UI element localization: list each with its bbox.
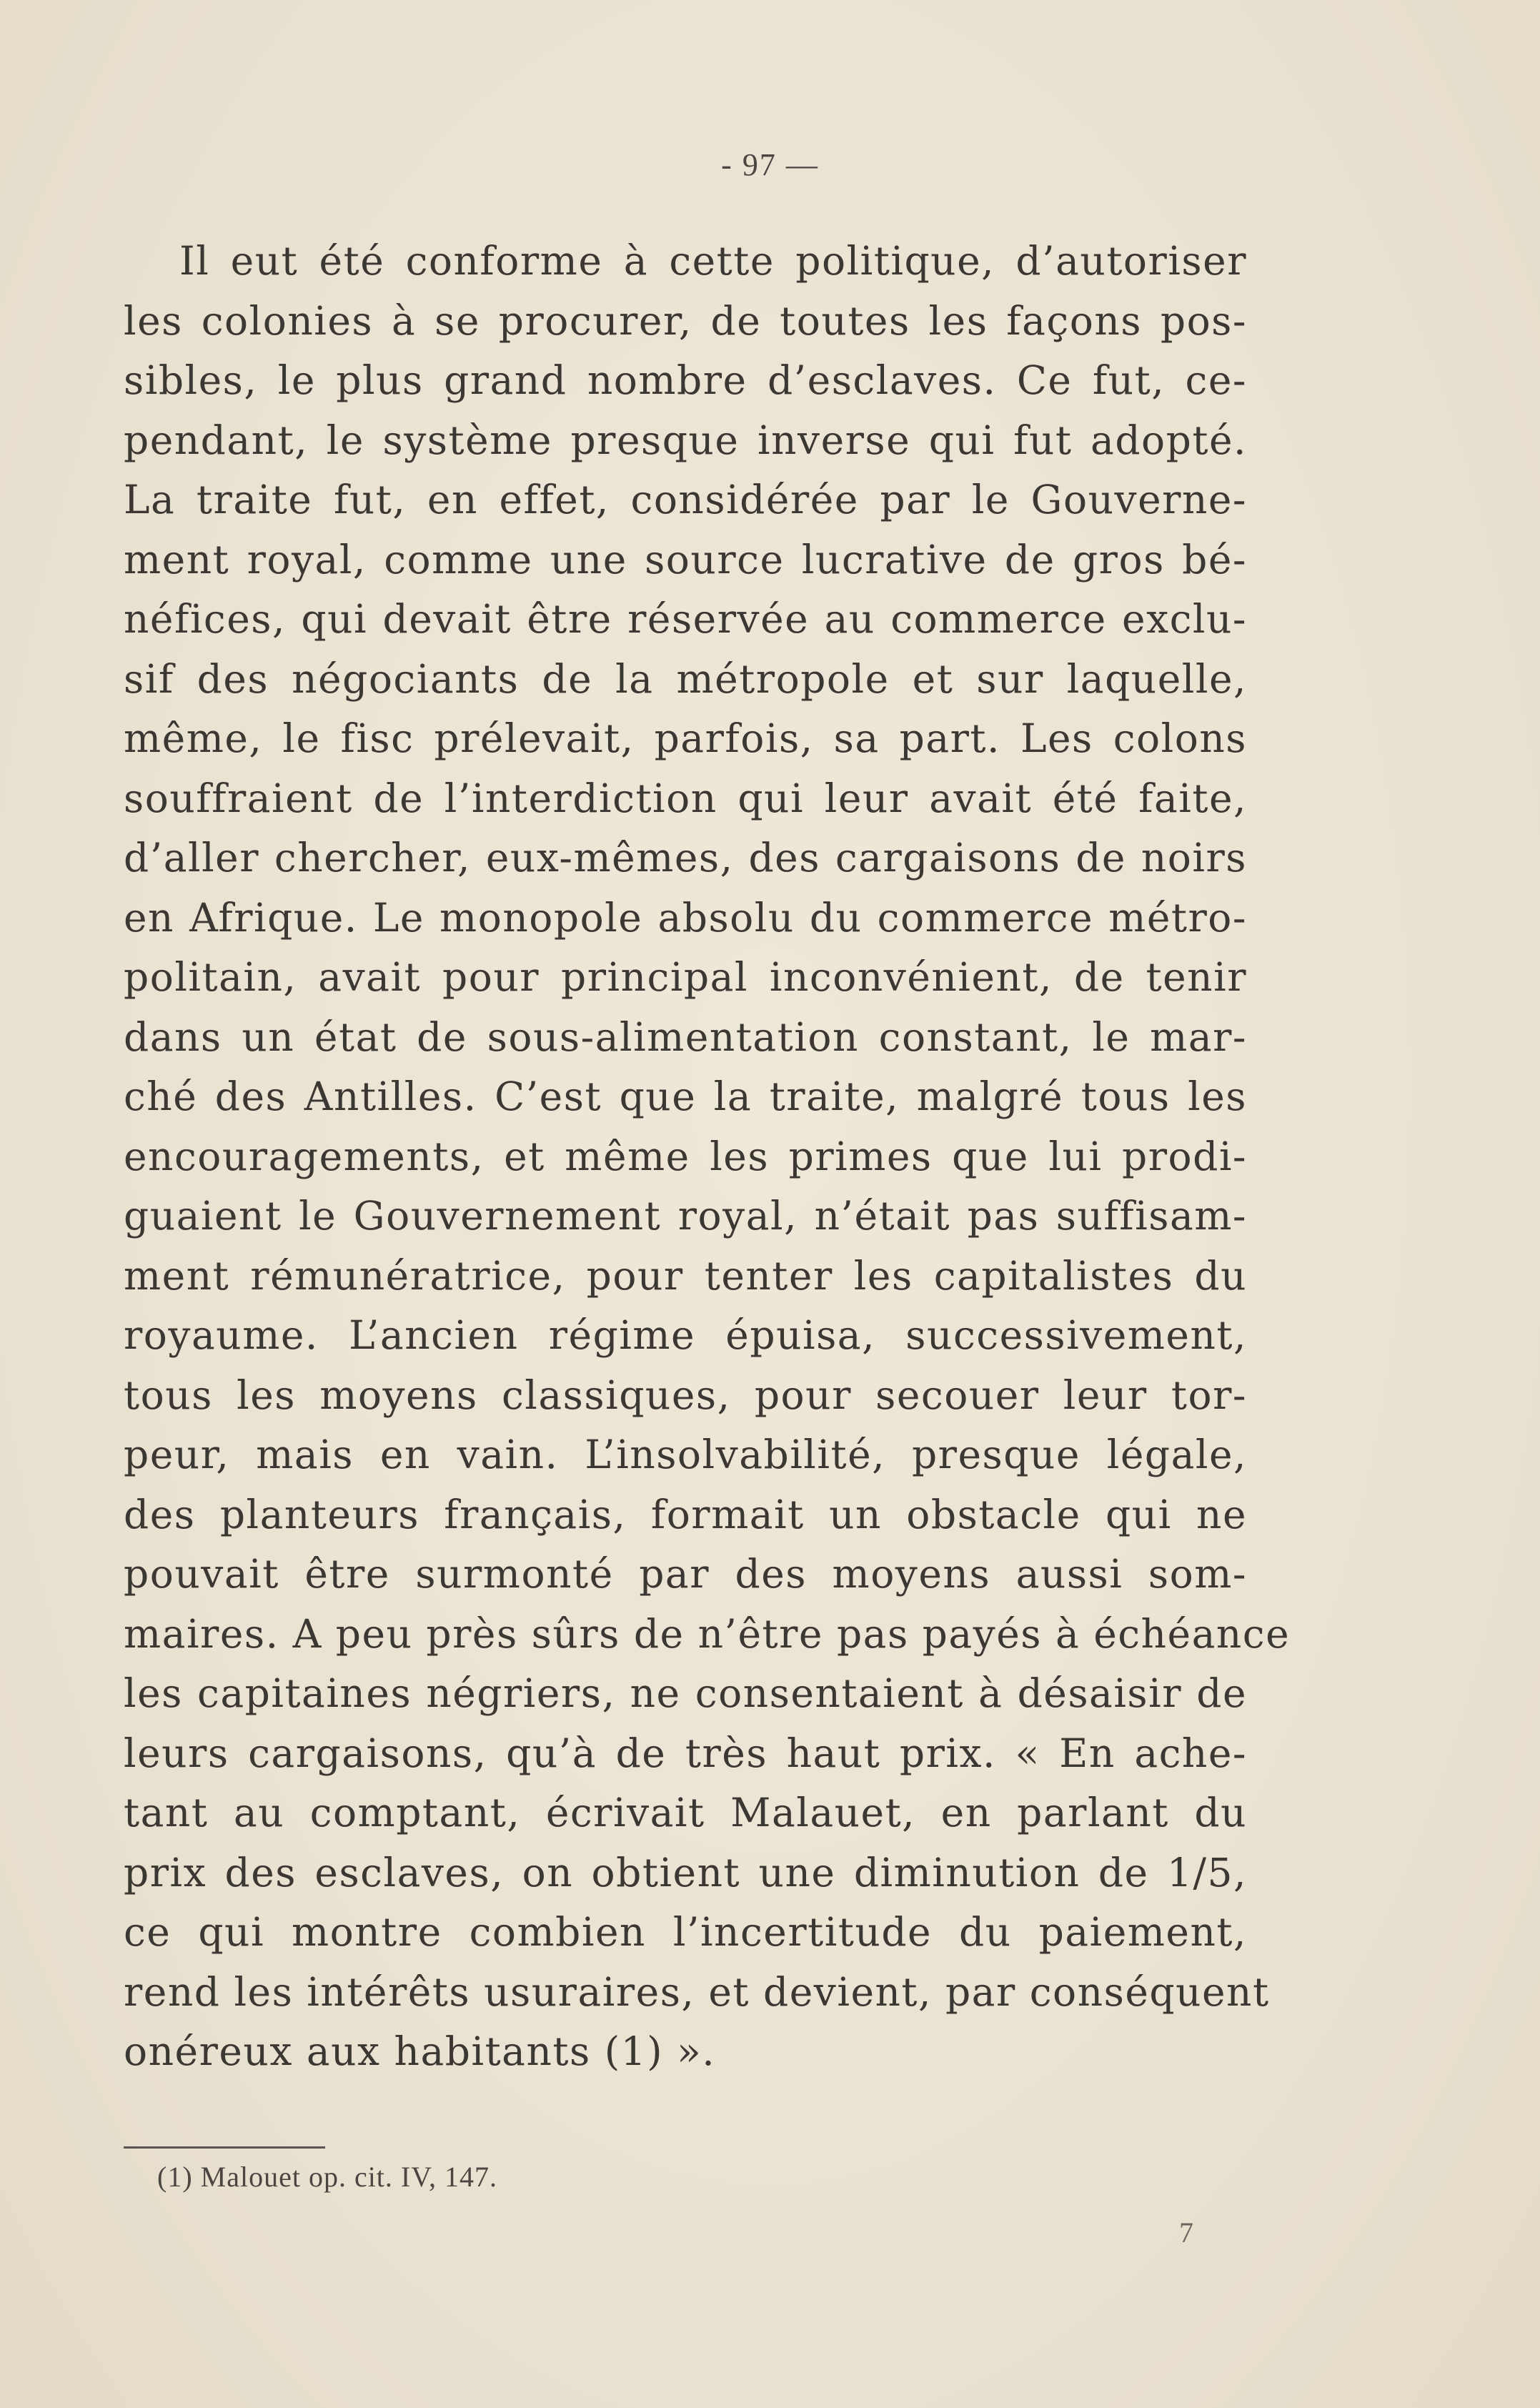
- text-line: rend les intérêts usuraires, et devient, par conséquent: [124, 1968, 1270, 2015]
- text-line: en Afrique. Le monopole absolu du commerce métro-: [124, 894, 1247, 941]
- footnote: (1) Malouet op. cit. IV, 147.: [157, 2161, 497, 2193]
- text-line: peur, mais en vain. L’insolvabilité, presque légale,: [124, 1432, 1247, 1477]
- text-line: maires. A peu près sûrs de n’être pas payés à échéance: [124, 1610, 1291, 1657]
- text-line: les capitaines négriers, ne consentaient à désaisir de: [124, 1670, 1247, 1716]
- text-line: tant au comptant, écrivait Malauet, en parlant du: [124, 1790, 1247, 1835]
- text-line: ché des Antilles. C’est que la traite, malgré tous les: [124, 1074, 1247, 1119]
- text-line: même, le fisc prélevait, parfois, sa part. Les colons: [124, 715, 1247, 761]
- text-line: néfices, qui devait être réservée au commerce exclu-: [124, 596, 1247, 642]
- text-line: Il eut été conforme à cette politique, d’autoriser: [179, 238, 1247, 284]
- text-line: des planteurs français, formait un obstacle qui ne: [124, 1491, 1247, 1537]
- page-number: - 97 —: [721, 147, 819, 182]
- text-line: souffraient de l’interdiction qui leur avait été faite,: [124, 775, 1247, 821]
- text-line: politain, avait pour principal inconvénient, de tenir: [124, 954, 1247, 1000]
- text-line: encouragements, et même les primes que lui prodi-: [124, 1133, 1247, 1179]
- text-line: pouvait être surmonté par des moyens aussi som-: [124, 1551, 1247, 1597]
- text-line: tous les moyens classiques, pour secouer leur tor-: [124, 1372, 1247, 1418]
- text-line: pendant, le système presque inverse qui fut adopté.: [124, 417, 1247, 463]
- footnote-divider: [124, 2146, 325, 2149]
- text-line: leurs cargaisons, qu’à de très haut prix. « En ache-: [124, 1730, 1247, 1776]
- body-text: [124, 232, 1291, 2082]
- text-line: sibles, le plus grand nombre d’esclaves. Ce fut, ce-: [124, 357, 1247, 403]
- text-line: ment rémunératrice, pour tenter les capitalistes du: [124, 1252, 1247, 1299]
- text-line: d’aller chercher, eux-mêmes, des cargaisons de noirs: [124, 835, 1247, 881]
- text-line: ment royal, comme une source lucrative de gros bé-: [124, 536, 1247, 583]
- text-line: les colonies à se procurer, de toutes les façons pos-: [124, 297, 1247, 344]
- text-line: onéreux aux habitants (1) ».: [124, 2028, 716, 2074]
- signature-mark: 7: [1179, 2216, 1193, 2249]
- text-line: ce qui montre combien l’incertitude du paiement,: [124, 1909, 1247, 1955]
- text-line: guaient le Gouvernement royal, n’était pas suffisam-: [124, 1193, 1247, 1239]
- text-line: dans un état de sous-alimentation constant, le mar-: [124, 1014, 1247, 1060]
- text-line: royaume. L’ancien régime épuisa, successivement,: [124, 1312, 1247, 1358]
- text-line: prix des esclaves, on obtient une diminution de 1/5,: [124, 1849, 1247, 1896]
- text-line: La traite fut, en effet, considérée par le Gouverne-: [124, 477, 1247, 522]
- text-line: sif des négociants de la métropole et sur laquelle,: [124, 655, 1247, 702]
